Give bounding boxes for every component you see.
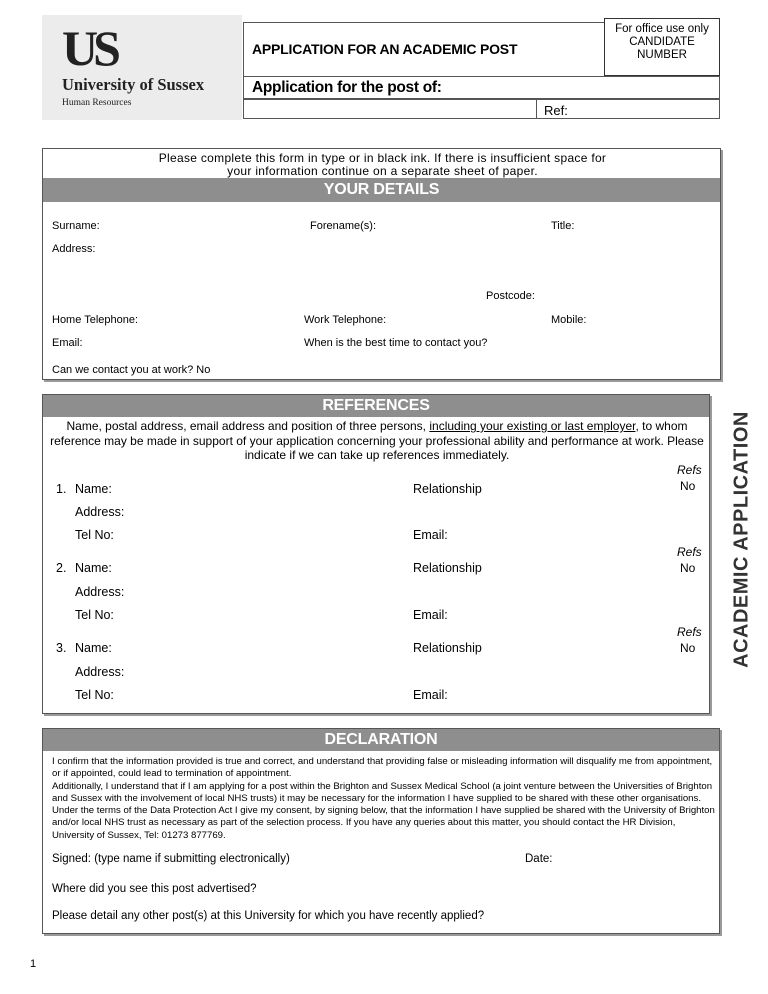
post-label: Application for the post of: (252, 79, 442, 96)
work-telephone-label: Work Telephone: (304, 314, 387, 326)
ref-3-tel-label: Tel No: (75, 688, 114, 702)
references-intro-a: Name, postal address, email address and position of three persons, (66, 419, 430, 433)
references-panel (42, 394, 710, 714)
logo-mark: US (62, 20, 116, 76)
ref-1-email-label: Email: (413, 528, 448, 542)
references-heading: REFERENCES (43, 395, 709, 417)
candidate-label: CANDIDATE (629, 36, 695, 48)
ref-3-number: 3. (56, 641, 67, 655)
ref-2-email-label: Email: (413, 608, 448, 622)
details-heading: YOUR DETAILS (43, 178, 720, 202)
other-posts-label: Please detail any other post(s) at this University for which you have recently applied? (52, 910, 485, 922)
email-label: Email: (52, 337, 83, 349)
ref-2-relationship-label: Relationship (413, 561, 482, 575)
postcode-label: Postcode: (486, 290, 535, 302)
post-box (243, 77, 720, 99)
logo-department: Human Resources (62, 98, 132, 108)
advertised-label: Where did you see this post advertised? (52, 883, 257, 895)
office-use-label: For office use only (615, 23, 709, 35)
ref-1-refs-value: No (680, 479, 696, 493)
ref-1-tel-label: Tel No: (75, 528, 114, 542)
contact-at-work-label: Can we contact you at work? No (52, 364, 211, 376)
instructions-line-1: Please complete this form in type or in black ink. If there is insufficient space for (158, 151, 607, 165)
details-panel (42, 148, 721, 380)
ref-3-email-label: Email: (413, 688, 448, 702)
ref-1-relationship-label: Relationship (413, 482, 482, 496)
title-label: Title: (551, 220, 575, 232)
declaration-text: I confirm that the information provided is true and correct, and understand that providing false or misleading information will disqualify me from appointment, or if appointed, could lead to termination of appointment. Additionally, I understand that if I am applying for a post within the Brighton and Sussex Medical School (a joint venture between the Universities of Brighton and Sussex with the involvement of local NHS trusts) it may be necessary for the information I have supplied to be shared with these other organisations. Under the terms of the Data Protection Act I give my consent, by signing below, that the information I have supplied be shared with the University of Brighton and/or local NHS trust as necessary as part of the selection process. If you have any queries about this matter, you should contact the HR Division, University of Sussex, Tel: 01273 877769. (52, 756, 715, 841)
ref-1-number: 1. (56, 482, 67, 496)
date-label: Date: (525, 853, 553, 865)
signed-label: Signed: (type name if submitting electronically) (52, 853, 290, 865)
ref-3-relationship-label: Relationship (413, 641, 482, 655)
ref-2-refs-value: No (680, 561, 696, 575)
address-label: Address: (52, 243, 96, 255)
ref-2-number: 2. (56, 561, 67, 575)
instructions (43, 152, 722, 178)
form-title: APPLICATION FOR AN ACADEMIC POST (252, 41, 518, 57)
university-logo (42, 15, 242, 120)
page-number: 1 (30, 958, 37, 970)
ref-divider (536, 100, 537, 119)
ref-2-refs-label: Refs (677, 545, 702, 559)
best-time-label: When is the best time to contact you? (304, 337, 488, 349)
ref-3-refs-value: No (680, 641, 696, 655)
number-label: NUMBER (637, 49, 687, 61)
declaration-panel (42, 728, 720, 934)
post-ref-row[interactable] (243, 99, 720, 119)
ref-1-refs-label: Refs (677, 463, 702, 477)
instructions-line-2: your information continue on a separate sheet of paper. (227, 164, 538, 178)
office-use-box (604, 18, 720, 76)
ref-2-address-label: Address: (75, 585, 125, 599)
references-intro-b: , to whom reference may be made in support of your application concerning your professional ability and performance at work. Please indicate if we can take up references immediately. (50, 419, 704, 462)
surname-label: Surname: (52, 220, 100, 232)
ref-3-name-label: Name: (75, 641, 112, 655)
ref-3-address-label: Address: (75, 665, 125, 679)
ref-3-refs-label: Refs (677, 625, 702, 639)
ref-1-name-label: Name: (75, 482, 112, 496)
home-telephone-label: Home Telephone: (52, 314, 139, 326)
references-intro (43, 419, 711, 463)
forenames-label: Forename(s): (310, 220, 377, 232)
ref-1-address-label: Address: (75, 505, 125, 519)
declaration-heading: DECLARATION (43, 729, 719, 751)
ref-label: Ref: (544, 103, 568, 118)
ref-2-tel-label: Tel No: (75, 608, 114, 622)
logo-university-name: University of Sussex (62, 75, 205, 94)
side-label-text: ACADEMIC APPLICATION (730, 411, 753, 668)
ref-2-name-label: Name: (75, 561, 112, 575)
references-intro-underlined: including your existing or last employer (429, 419, 636, 433)
mobile-label: Mobile: (551, 314, 587, 326)
